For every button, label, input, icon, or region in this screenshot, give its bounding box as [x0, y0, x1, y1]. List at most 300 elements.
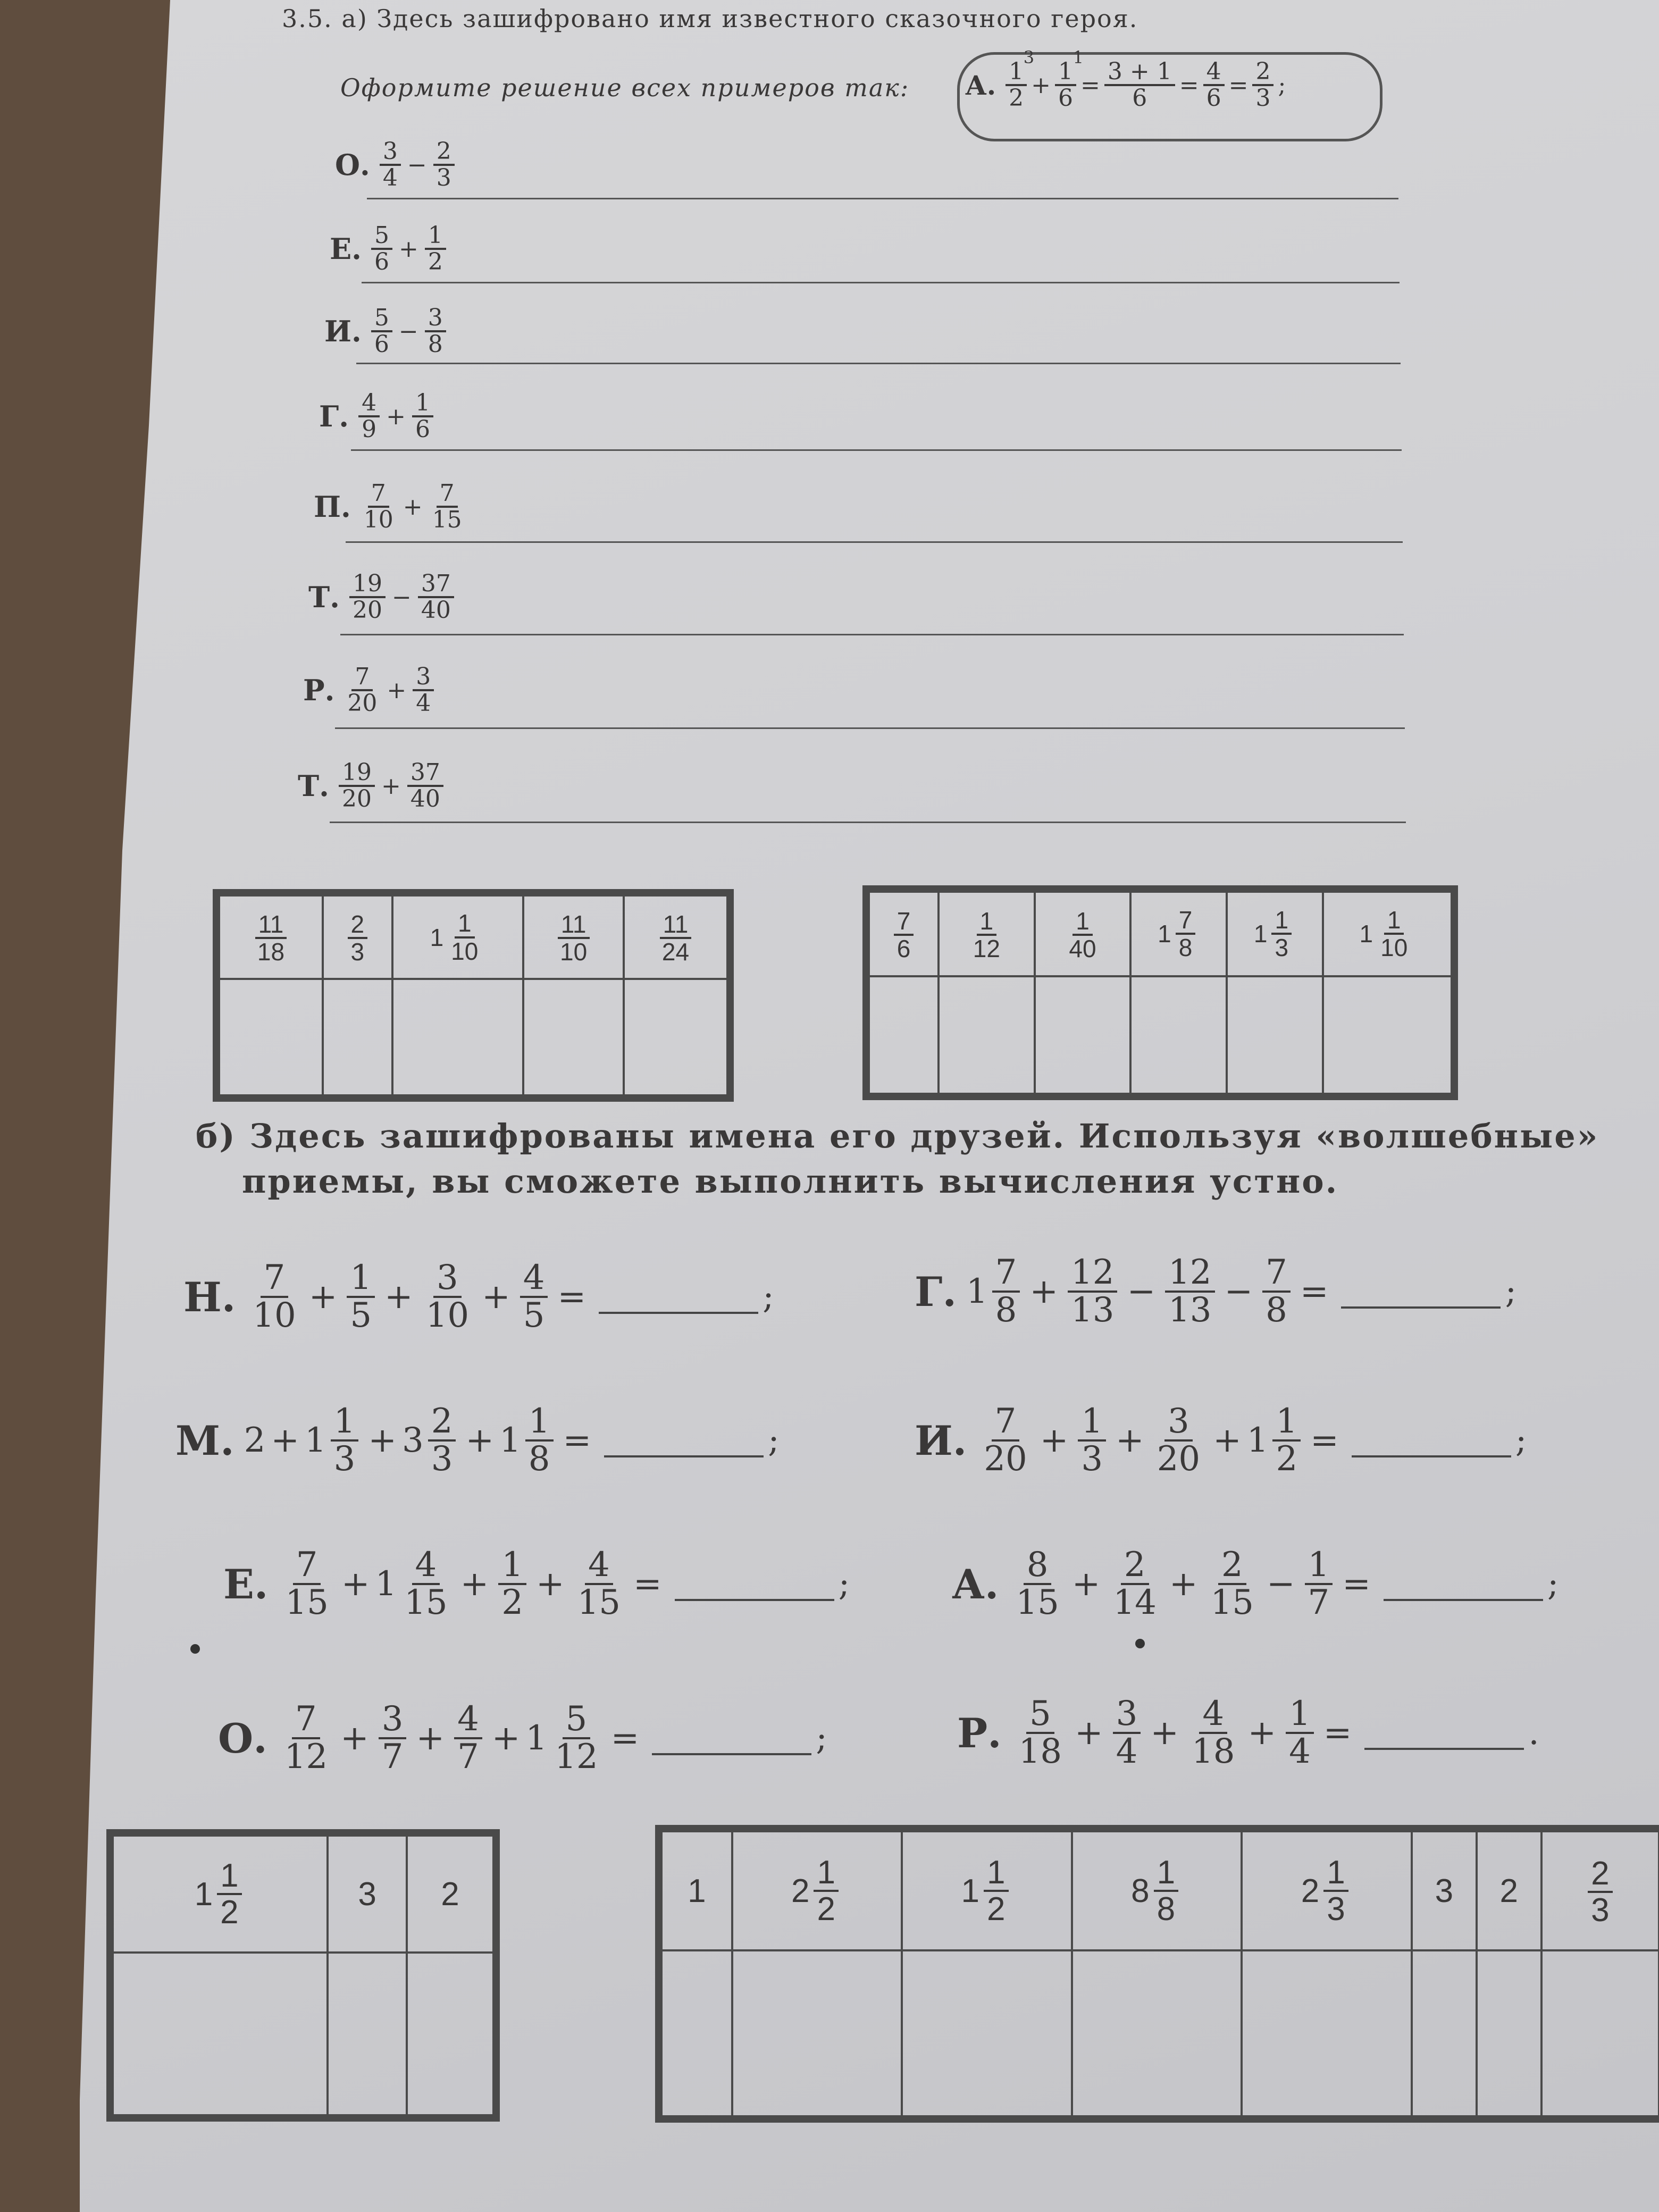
denominator: 15: [404, 1583, 448, 1623]
whole-part: 1: [194, 1875, 213, 1913]
fraction: [254, 911, 288, 965]
numerator: 1: [1154, 1855, 1178, 1892]
answer-line[interactable]: [351, 449, 1402, 451]
denominator: 18: [1018, 1732, 1062, 1772]
number: [1063, 1255, 1121, 1328]
denominator: 4: [1116, 1732, 1138, 1772]
example-end: ;: [1278, 71, 1286, 99]
denominator: 10: [253, 1296, 296, 1336]
letter-label: Р.: [957, 1709, 1002, 1757]
answer-line[interactable]: [340, 634, 1404, 635]
operator: +: [535, 1564, 565, 1604]
denominator: 2: [428, 248, 443, 276]
number: [441, 1875, 459, 1913]
answer-cell[interactable]: [392, 979, 524, 1098]
numerator: 3 + 1: [1104, 60, 1175, 86]
table-cell: [1035, 889, 1131, 976]
denominator: 3: [1591, 1891, 1610, 1929]
example-fraction: [1203, 60, 1225, 111]
number: [1150, 1404, 1208, 1477]
operator: +: [340, 1719, 369, 1758]
fraction: [1188, 1696, 1238, 1770]
fraction: [448, 910, 481, 964]
number: [1061, 908, 1103, 962]
table-cell: [328, 1833, 407, 1953]
table-cell: [323, 893, 392, 979]
operator: =: [633, 1564, 662, 1604]
answer-blank[interactable]: [1384, 1567, 1543, 1601]
operator: +: [386, 403, 406, 430]
answer-line[interactable]: [335, 727, 1405, 729]
fraction: [1588, 1856, 1612, 1928]
denominator: 8: [1157, 1891, 1176, 1928]
example-solution: А. 3 1 2 + 1 1 6 = $\frac{3 + 1}{6}$ = $\frac{4}{6}$ = $\frac{2}{3}$ ;: [965, 47, 1286, 112]
whole-part: 8: [1131, 1872, 1150, 1909]
equation: [915, 1255, 1516, 1328]
numerator: 7: [1262, 1255, 1291, 1293]
letter-label: Г.: [915, 1268, 957, 1316]
operator: +: [1169, 1564, 1198, 1604]
answer-cell[interactable]: [866, 976, 939, 1096]
denominator: 2: [220, 1894, 239, 1931]
whole-part: 3: [402, 1421, 424, 1461]
operator: +: [482, 1277, 510, 1317]
denominator: 4: [416, 690, 431, 717]
fraction: [418, 572, 454, 623]
answer-cell[interactable]: [1227, 976, 1323, 1096]
answer-line[interactable]: [362, 282, 1400, 283]
table-answer-row: [659, 1950, 1659, 2119]
numerator: 7: [1176, 907, 1196, 935]
number: [245, 1260, 303, 1334]
denominator: 8: [1178, 934, 1193, 962]
numerator: 12: [1165, 1255, 1214, 1293]
denominator: 20: [341, 785, 372, 813]
table-cell: [1323, 889, 1454, 976]
answer-cell[interactable]: [328, 1953, 407, 2118]
numerator: 4: [358, 391, 380, 417]
answer-cell[interactable]: [1242, 1950, 1412, 2119]
punctuation: ;: [1515, 1421, 1527, 1461]
denominator: 10: [425, 1296, 470, 1336]
number: [1499, 1872, 1518, 1910]
denominator: 40: [421, 597, 451, 624]
numerator: 2: [433, 139, 455, 166]
fraction: [520, 1260, 548, 1334]
answer-blank[interactable]: [675, 1567, 834, 1601]
answer-cell[interactable]: [1035, 976, 1131, 1096]
integer: 2: [1499, 1872, 1518, 1909]
denominator: 6: [374, 331, 389, 358]
numerator: 5: [563, 1702, 591, 1739]
numerator: 19: [339, 760, 375, 787]
whole-part: 1: [1359, 920, 1373, 948]
answer-line[interactable]: [346, 541, 1403, 543]
fraction: [412, 391, 433, 442]
numerator: 1: [1073, 908, 1093, 936]
denominator: 5: [350, 1296, 372, 1336]
numerator: 1: [425, 223, 446, 250]
number: [1105, 1547, 1163, 1621]
denominator: 6: [1132, 85, 1147, 112]
table-cell: [1477, 1829, 1541, 1950]
answer-cell[interactable]: [1130, 976, 1227, 1096]
number: [961, 1855, 1013, 1926]
number: [1158, 907, 1200, 961]
operator: +: [491, 1719, 521, 1758]
numerator: 7: [992, 1404, 1020, 1442]
task-b-heading: б) Здесь зашифрованы имена его друзей. Используя «волшебные»: [196, 1117, 1599, 1155]
denominator: 40: [1069, 934, 1096, 962]
fraction: [423, 1260, 472, 1334]
example-fraction: [1055, 47, 1084, 112]
answer-cell[interactable]: [1541, 1950, 1659, 2119]
number: [277, 1699, 335, 1777]
example-fraction: [1252, 60, 1273, 111]
operator: =: [1323, 1713, 1352, 1753]
operator: +: [1075, 1713, 1103, 1753]
numerator: 19: [349, 572, 386, 598]
punctuation: ;: [1505, 1272, 1517, 1312]
numerator: 11: [660, 911, 692, 939]
table-cell: [392, 893, 524, 979]
numerator: 37: [418, 572, 454, 598]
fraction: [1110, 1547, 1159, 1621]
fraction: [428, 1404, 456, 1477]
answer-blank[interactable]: [599, 1280, 758, 1314]
operator: +: [465, 1421, 495, 1461]
numerator: 7: [351, 665, 373, 691]
fraction: [1066, 908, 1099, 962]
number: [525, 1699, 605, 1777]
table-cell: [902, 1829, 1072, 1950]
whole-part: 2: [1301, 1872, 1320, 1909]
table-cell: [939, 889, 1035, 976]
numerator: 4: [520, 1260, 548, 1298]
task-a-heading: 3.5. а) Здесь зашифровано имя известного сказочного героя.: [282, 4, 1138, 33]
fraction: [349, 572, 386, 623]
punctuation: ;: [1547, 1564, 1559, 1604]
answer-line[interactable]: [367, 198, 1398, 199]
punctuation: ;: [763, 1277, 774, 1317]
letter-label: Е.: [330, 232, 362, 266]
fraction: [981, 1404, 1030, 1477]
fraction: [525, 1404, 554, 1477]
letter-label: И.: [915, 1417, 967, 1464]
number: [570, 1547, 628, 1621]
equation: [223, 1547, 850, 1621]
number: [250, 911, 292, 965]
fraction: [344, 665, 380, 716]
operator: −: [1127, 1272, 1156, 1312]
numerator: 3: [433, 1260, 462, 1298]
numerator: 4: [585, 1547, 613, 1585]
whole-part: 1: [525, 1719, 548, 1758]
example-row: [324, 306, 450, 357]
answer-cell[interactable]: [659, 1950, 732, 2119]
number: [1161, 1255, 1219, 1328]
operator: +: [271, 1421, 299, 1461]
numerator: 4: [454, 1702, 482, 1739]
numerator: 1: [347, 1260, 375, 1298]
operator: +: [1150, 1713, 1179, 1753]
operator: +: [416, 1719, 445, 1758]
answer-cell[interactable]: [216, 979, 323, 1098]
denominator: 15: [285, 1583, 329, 1623]
equation: [183, 1260, 774, 1334]
answer-blank[interactable]: [604, 1423, 764, 1457]
number: [1011, 1696, 1069, 1770]
answer-cell[interactable]: [523, 979, 624, 1098]
fraction: [1165, 1255, 1214, 1328]
numerator: 1: [1323, 1855, 1348, 1892]
fraction: [557, 911, 590, 965]
answer-cell[interactable]: [1323, 976, 1454, 1096]
number: [278, 1547, 336, 1621]
numerator: 1: [984, 1855, 1008, 1892]
fraction: [1154, 1855, 1178, 1926]
denominator: 18: [1192, 1732, 1235, 1772]
answer-line[interactable]: [356, 363, 1401, 364]
denominator: 18: [257, 938, 285, 966]
whole-part: 1: [1246, 1421, 1269, 1461]
numerator: 7: [437, 481, 458, 508]
fraction: [659, 911, 692, 965]
operator: =: [1342, 1564, 1371, 1604]
fraction: [992, 1255, 1020, 1328]
numerator: 3: [413, 665, 434, 691]
instruction-text: Оформите решение всех примеров так:: [340, 73, 910, 102]
example-row: [298, 760, 448, 811]
denominator: 15: [432, 506, 462, 534]
operator: +: [381, 772, 401, 800]
number: [195, 1858, 246, 1930]
numerator: 1: [1305, 1547, 1333, 1585]
answer-table-b2: [655, 1825, 1659, 2123]
number: [966, 908, 1008, 962]
denominator: 2: [987, 1891, 1006, 1928]
answer-cell[interactable]: [939, 976, 1035, 1096]
table-cell: [1227, 889, 1323, 976]
fraction: [413, 665, 434, 716]
number: [1360, 907, 1415, 961]
number: [1008, 1547, 1066, 1621]
answer-cell[interactable]: [732, 1950, 902, 2119]
fraction: [1078, 1404, 1106, 1477]
numerator: 1: [331, 1404, 359, 1442]
letter-label: Р.: [303, 673, 335, 708]
table-header-row: [216, 893, 730, 979]
operator: +: [387, 676, 407, 704]
denominator: 7: [1308, 1583, 1330, 1623]
numerator: 2: [1121, 1547, 1149, 1585]
denominator: 5: [523, 1296, 545, 1336]
table-cell: [110, 1833, 328, 1953]
operator: +: [1213, 1421, 1242, 1461]
answer-blank[interactable]: [1364, 1716, 1524, 1750]
denominator: 20: [352, 597, 382, 624]
numerator: 1: [1286, 1696, 1314, 1734]
numerator: 1: [1006, 60, 1027, 86]
fraction: [331, 1404, 359, 1477]
numerator: 7: [261, 1260, 289, 1298]
fraction: [1305, 1547, 1333, 1621]
whole-part: 1: [1253, 920, 1268, 948]
example-row: [303, 665, 438, 716]
operator: −: [398, 317, 418, 345]
answer-cell[interactable]: [624, 979, 730, 1098]
table-cell: [216, 893, 323, 979]
equation: [952, 1547, 1559, 1621]
numerator: 5: [371, 306, 392, 332]
fraction: [454, 1699, 482, 1777]
numerator: 1: [217, 1858, 241, 1895]
table-cell: [407, 1833, 496, 1953]
numerator: 2: [1588, 1856, 1612, 1893]
operator: +: [398, 235, 418, 263]
number: [552, 911, 594, 965]
denominator: 2: [501, 1583, 523, 1623]
number: [1258, 1255, 1295, 1328]
answer-cell[interactable]: [110, 1953, 328, 2118]
number: [402, 1404, 460, 1477]
operator: =: [1310, 1421, 1339, 1461]
example-fraction: [1104, 60, 1175, 111]
whole-part: 1: [499, 1421, 521, 1461]
numerator: 1: [1384, 907, 1404, 935]
numerator: 1: [1271, 907, 1292, 935]
denominator: 15: [1016, 1583, 1059, 1623]
denominator: 12: [555, 1737, 598, 1777]
number: [1109, 1696, 1145, 1770]
example-row: [335, 139, 459, 190]
fraction: [1262, 1255, 1291, 1328]
numerator: 7: [992, 1255, 1020, 1293]
denominator: 3: [1081, 1439, 1103, 1479]
answer-cell[interactable]: [1412, 1950, 1477, 2119]
number: [516, 1260, 552, 1334]
answer-cell[interactable]: [323, 979, 392, 1098]
answer-blank[interactable]: [652, 1721, 811, 1755]
punctuation: ;: [838, 1564, 850, 1604]
numerator: 1: [412, 391, 433, 417]
table-answer-row: [110, 1953, 496, 2118]
letter-label: Н.: [183, 1273, 236, 1321]
fraction: [970, 908, 1003, 962]
denominator: 9: [362, 416, 377, 443]
table-cell: [1130, 889, 1227, 976]
fraction: [1207, 1547, 1256, 1621]
numerator: 11: [558, 911, 590, 939]
table-header-row: [866, 889, 1454, 976]
denominator: 8: [428, 331, 443, 358]
integer: 3: [358, 1875, 376, 1913]
number: [1131, 1855, 1183, 1926]
fraction: [498, 1547, 526, 1621]
numerator: 3: [1113, 1696, 1141, 1734]
letter-label: М.: [175, 1417, 234, 1464]
number: [688, 1872, 706, 1910]
denominator: 2: [1276, 1439, 1298, 1479]
whole-part: 1: [304, 1421, 326, 1461]
operator: +: [1116, 1421, 1144, 1461]
whole-part: 2: [791, 1872, 810, 1909]
multiplier-label: 1: [1073, 47, 1084, 68]
denominator: 8: [995, 1291, 1017, 1330]
number: [374, 1699, 411, 1777]
fraction: [358, 391, 380, 442]
denominator: 10: [451, 937, 479, 965]
answer-table-a1: [213, 889, 734, 1102]
whole-part: 1: [966, 1272, 988, 1312]
numerator: 2: [428, 1404, 456, 1442]
answer-blank[interactable]: [1352, 1423, 1511, 1457]
equation: [915, 1404, 1527, 1477]
numerator: 1: [1272, 1404, 1301, 1442]
numerator: 4: [1199, 1696, 1227, 1734]
denominator: 2: [817, 1891, 835, 1928]
denominator: 3: [1275, 934, 1289, 962]
denominator: 20: [347, 690, 378, 717]
fraction: [401, 1547, 450, 1621]
operator: +: [1247, 1713, 1277, 1753]
denominator: 3: [333, 1439, 356, 1479]
answer-blank[interactable]: [1341, 1275, 1501, 1309]
example-fraction: [1006, 47, 1035, 112]
number: [450, 1699, 487, 1777]
equation: [218, 1699, 827, 1777]
denominator: 14: [1113, 1583, 1157, 1623]
operator: +: [460, 1564, 489, 1604]
operator: +: [308, 1277, 338, 1317]
answer-cell[interactable]: [1072, 1950, 1242, 2119]
example-row: [319, 391, 438, 442]
multiplier-label: 3: [1023, 47, 1035, 68]
denominator: 7: [457, 1737, 479, 1777]
denominator: 10: [1380, 934, 1408, 962]
answer-cell[interactable]: [902, 1950, 1072, 2119]
number: [375, 1547, 455, 1621]
denominator: 6: [1206, 85, 1221, 112]
fraction: [1113, 1696, 1141, 1770]
numerator: 7: [293, 1547, 321, 1585]
numerator: 5: [371, 223, 392, 250]
denominator: 2: [1009, 85, 1024, 112]
example-row: [330, 223, 450, 274]
number: [342, 1260, 379, 1334]
number: [791, 1855, 843, 1926]
answer-table-b1: [106, 1829, 500, 2122]
denominator: 15: [577, 1583, 621, 1623]
example-row: [308, 572, 458, 623]
operator: =: [610, 1719, 640, 1758]
fraction: [551, 1699, 601, 1777]
numerator: 3: [425, 306, 446, 332]
numerator: 11: [255, 911, 287, 939]
answer-line[interactable]: [330, 822, 1406, 823]
fraction: [281, 1699, 331, 1777]
fraction: [217, 1858, 241, 1930]
integer: 2: [244, 1421, 266, 1461]
answer-cell[interactable]: [407, 1953, 496, 2118]
fraction: [894, 908, 914, 962]
denominator: 40: [410, 785, 440, 813]
number: [430, 910, 486, 964]
letter-label: А.: [952, 1560, 999, 1608]
equation: [957, 1696, 1539, 1770]
answer-cell[interactable]: [1477, 1950, 1541, 2119]
punctuation: ;: [816, 1719, 827, 1758]
